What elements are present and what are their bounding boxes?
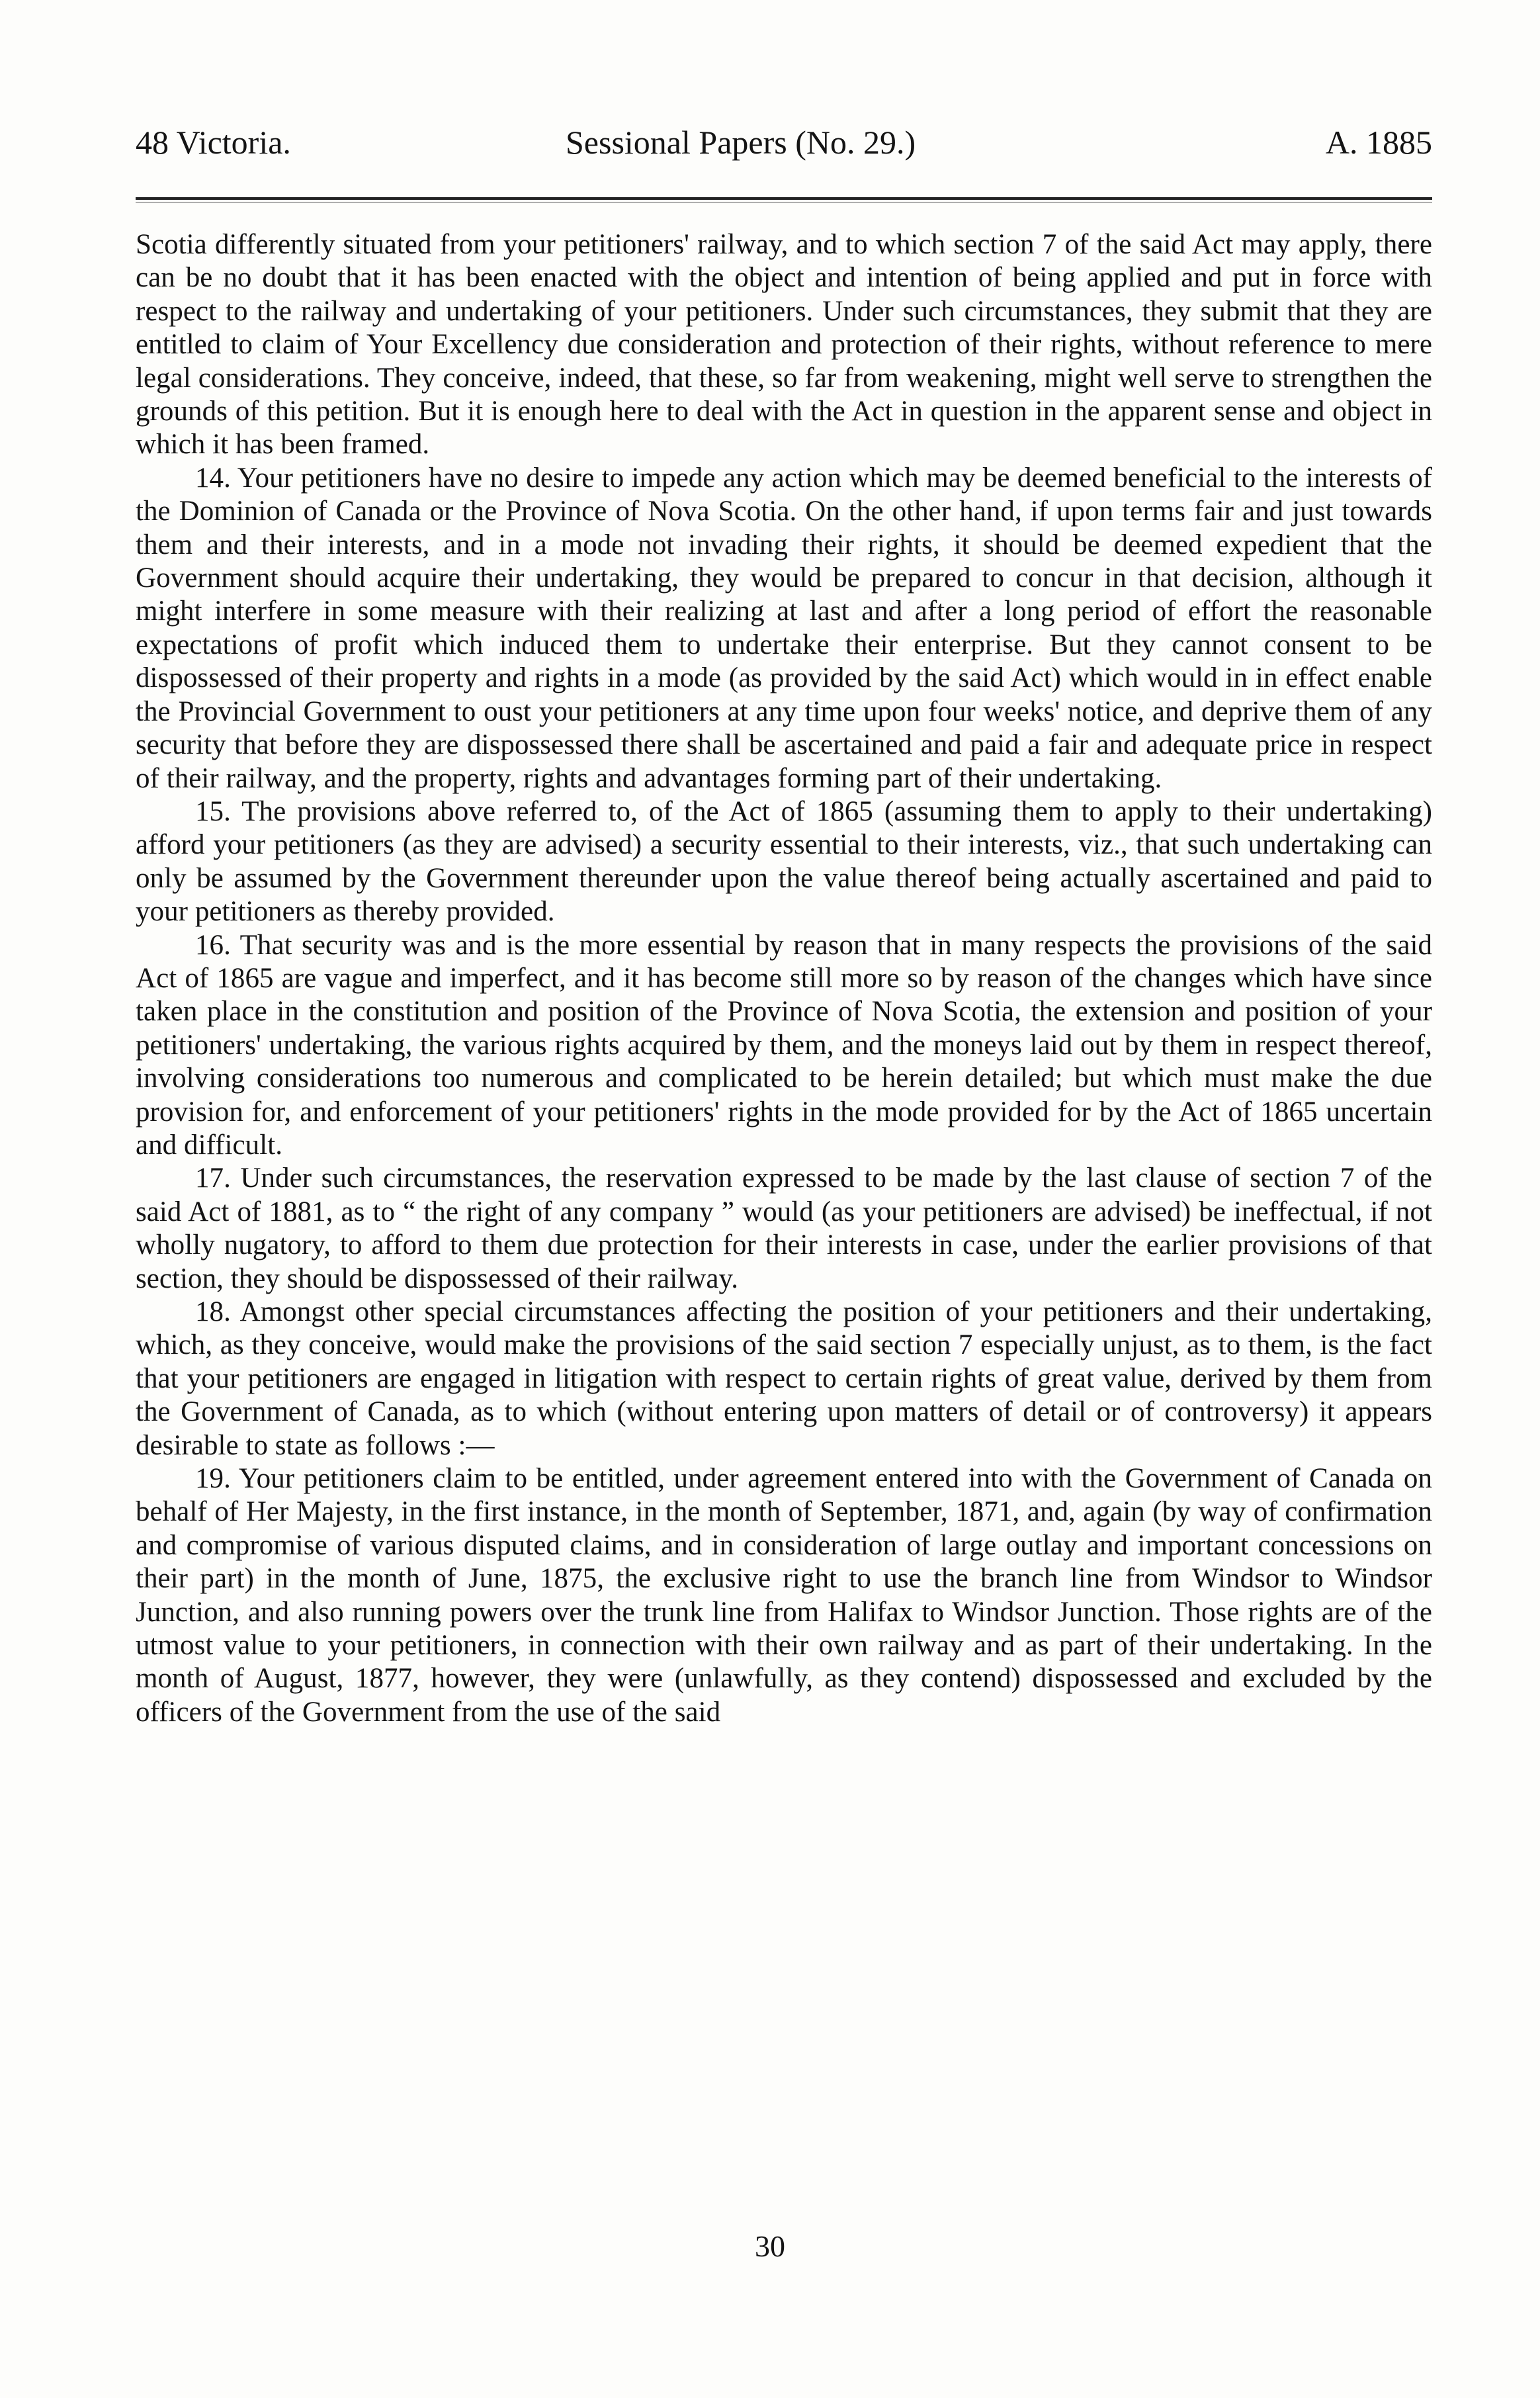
- page-header: [136, 119, 1432, 165]
- header-title: Sessional Papers (No. 29.): [566, 124, 916, 161]
- header-regnal-year: 48 Victoria.: [136, 124, 291, 161]
- paragraph-14: 14. Your petitioners have no desire to impede any action which may be deemed beneficial to the interests of the Dominion of Canada or the Province of Nova Scotia. On the other hand, if upon terms fair and just towards them and their interests, and in a mode not invading their rights, it should be deemed expedient that the Government should acquire their undertaking, they would be prepared to concur in that decision, although it might interfere in some measure with their realizing at last and after a long period of effort the reasonable expectations of profit which induced them to undertake their enterprise. But they cannot consent to be dispossessed of their property and rights in a mode (as provided by the said Act) which would in in effect enable the Provincial Government to oust your petitioners at any time upon four weeks' notice, and deprive them of any security that before they are dispossessed there shall be ascertained and paid a fair and adequate price in respect of their railway, and the property, rights and advantages forming part of their undertaking.: [136, 462, 1432, 794]
- page-number: 30: [755, 2229, 785, 2263]
- paragraph-17: 17. Under such circumstances, the reservation expressed to be made by the last clause of section 7 of the said Act of 1881, as to “ the right of any company ” would (as your petitioners are advised) be ineffectual, if not wholly nugatory, to afford to them due protection for their interests in case, under the earlier provisions of that section, they should be dispossessed of their railway.: [136, 1163, 1432, 1294]
- header-rule: [136, 197, 1432, 202]
- document-body: [136, 228, 1432, 1729]
- paragraph-16: 16. That security was and is the more essential by reason that in many respects the provisions of the said Act of 1865 are vague and imperfect, and it has become still more so by reason of the changes which have since taken place in the constitution and position of the Province of Nova Scotia, the extension and position of your petitioners' undertaking, the various rights acquired by them, and the moneys laid out by them in respect thereof, involving considerations too numerous and complicated to be herein detailed; but which must make the due provision for, and enforcement of your petitioners' rights in the mode provided for by the Act of 1865 uncertain and difficult.: [136, 929, 1432, 1161]
- header-year: A. 1885: [1325, 124, 1432, 161]
- paragraph-continuation: Scotia differently situated from your petitioners' railway, and to which section 7 of the said Act may apply, there can be no doubt that it has been enacted with the object and intention of being applied and put in force with respect to the railway and undertaking of your petitioners. Under such circumstances, they submit that they are entitled to claim of Your Excellency due consideration and protection of their rights, without reference to mere legal considerations. They conceive, indeed, that these, so far from weakening, might well serve to strengthen the grounds of this petition. But it is enough here to deal with the Act in question in the apparent sense and object in which it has been framed.: [136, 229, 1432, 461]
- paragraph-18: 18. Amongst other special circumstances affecting the position of your petitioners and their undertaking, which, as they conceive, would make the provisions of the said section 7 especially unjust, as to them, is the fact that your petitioners are engaged in litigation with respect to certain rights of great value, derived by them from the Government of Canada, as to which (without entering upon matters of detail or of controversy) it appears desirable to state as follows :—: [136, 1296, 1432, 1461]
- paragraph-15: 15. The provisions above referred to, of the Act of 1865 (assuming them to apply to their undertaking) afford your petitioners (as they are advised) a security essential to their interests, viz., that such undertaking can only be assumed by the Government thereunder upon the value thereof being actually ascertained and paid to your petitioners as thereby provided.: [136, 795, 1432, 928]
- paragraph-19: 19. Your petitioners claim to be entitled, under agreement entered into with the Government of Canada on behalf of Her Majesty, in the first instance, in the month of September, 1871, and, again (by way of confirmation and compromise of various disputed claims, and in consideration of large outlay and important concessions on their part) in the month of June, 1875, the exclusive right to use the branch line from Windsor to Windsor Junction, and also running powers over the trunk line from Halifax to Windsor Junction. Those rights are of the utmost value to your petitioners, in connection with their own railway and as part of their undertaking. In the month of August, 1877, however, they were (unlawfully, as they contend) dispossessed and excluded by the officers of the Government from the use of the said: [136, 1463, 1432, 1728]
